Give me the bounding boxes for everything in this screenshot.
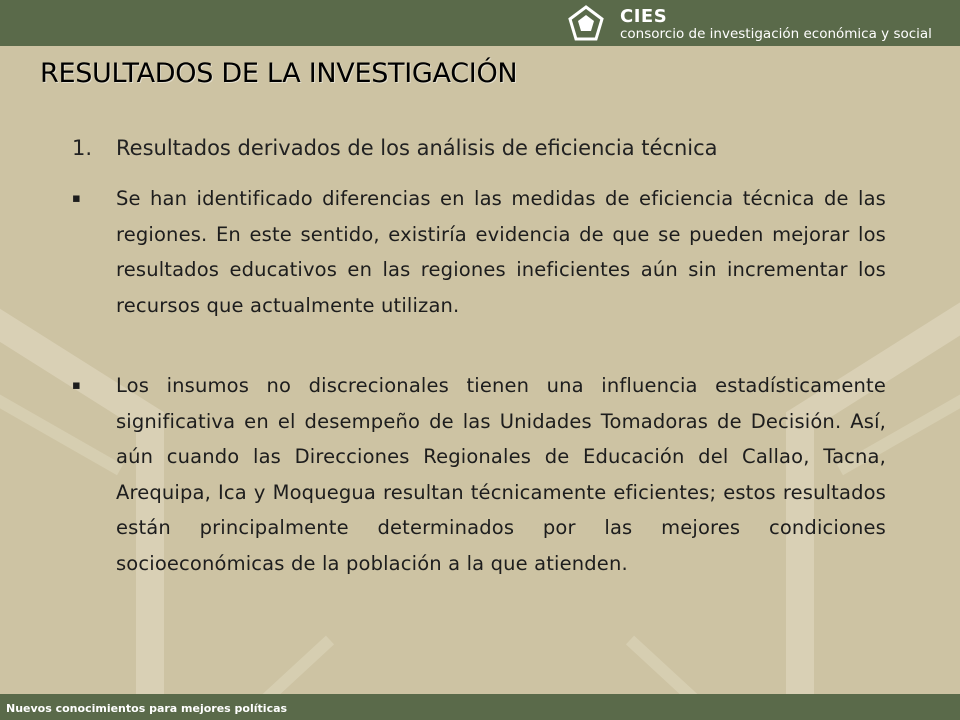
footer-bar — [0, 694, 960, 720]
bullet-text: Los insumos no discrecionales tienen una influencia estadísticamente significativa en el desempeño de las Unidades Tomadoras de Decisión. Así, aún cuando las Direcciones Regionales de Educación del Callao, Tacna, Arequipa, Ica y Moquegua resultan técnicamente eficientes; estos resultados están principalmente determinados por las mejores condiciones socioeconómicas de la población a la que atienden. — [116, 374, 886, 575]
bullet-item — [72, 368, 886, 581]
section-title: Resultados derivados de los análisis de eficiencia técnica — [116, 136, 718, 160]
logo-name: CIES — [620, 6, 668, 27]
logo-subtitle: consorcio de investigación económica y social — [620, 26, 932, 42]
header-bar — [0, 0, 960, 46]
bullet-text: Se han identificado diferencias en las medidas de eficiencia técnica de las regiones. En este sentido, existiría evidencia de que se pueden mejorar los resultados educativos en las regiones ineficientes aún sin incrementar los recursos que actualmente utilizan. — [116, 187, 886, 317]
cies-pentagon-icon — [566, 4, 606, 44]
section-number: 1. — [72, 136, 93, 160]
bullet-square-icon: ▪ — [72, 191, 81, 206]
bullet-square-icon: ▪ — [72, 378, 81, 393]
footer-tagline: Nuevos conocimientos para mejores políticas — [6, 702, 288, 715]
slide-title: RESULTADOS DE LA INVESTIGACIÓN — [40, 58, 518, 89]
bullet-item — [72, 181, 886, 323]
cies-logo — [566, 4, 936, 44]
